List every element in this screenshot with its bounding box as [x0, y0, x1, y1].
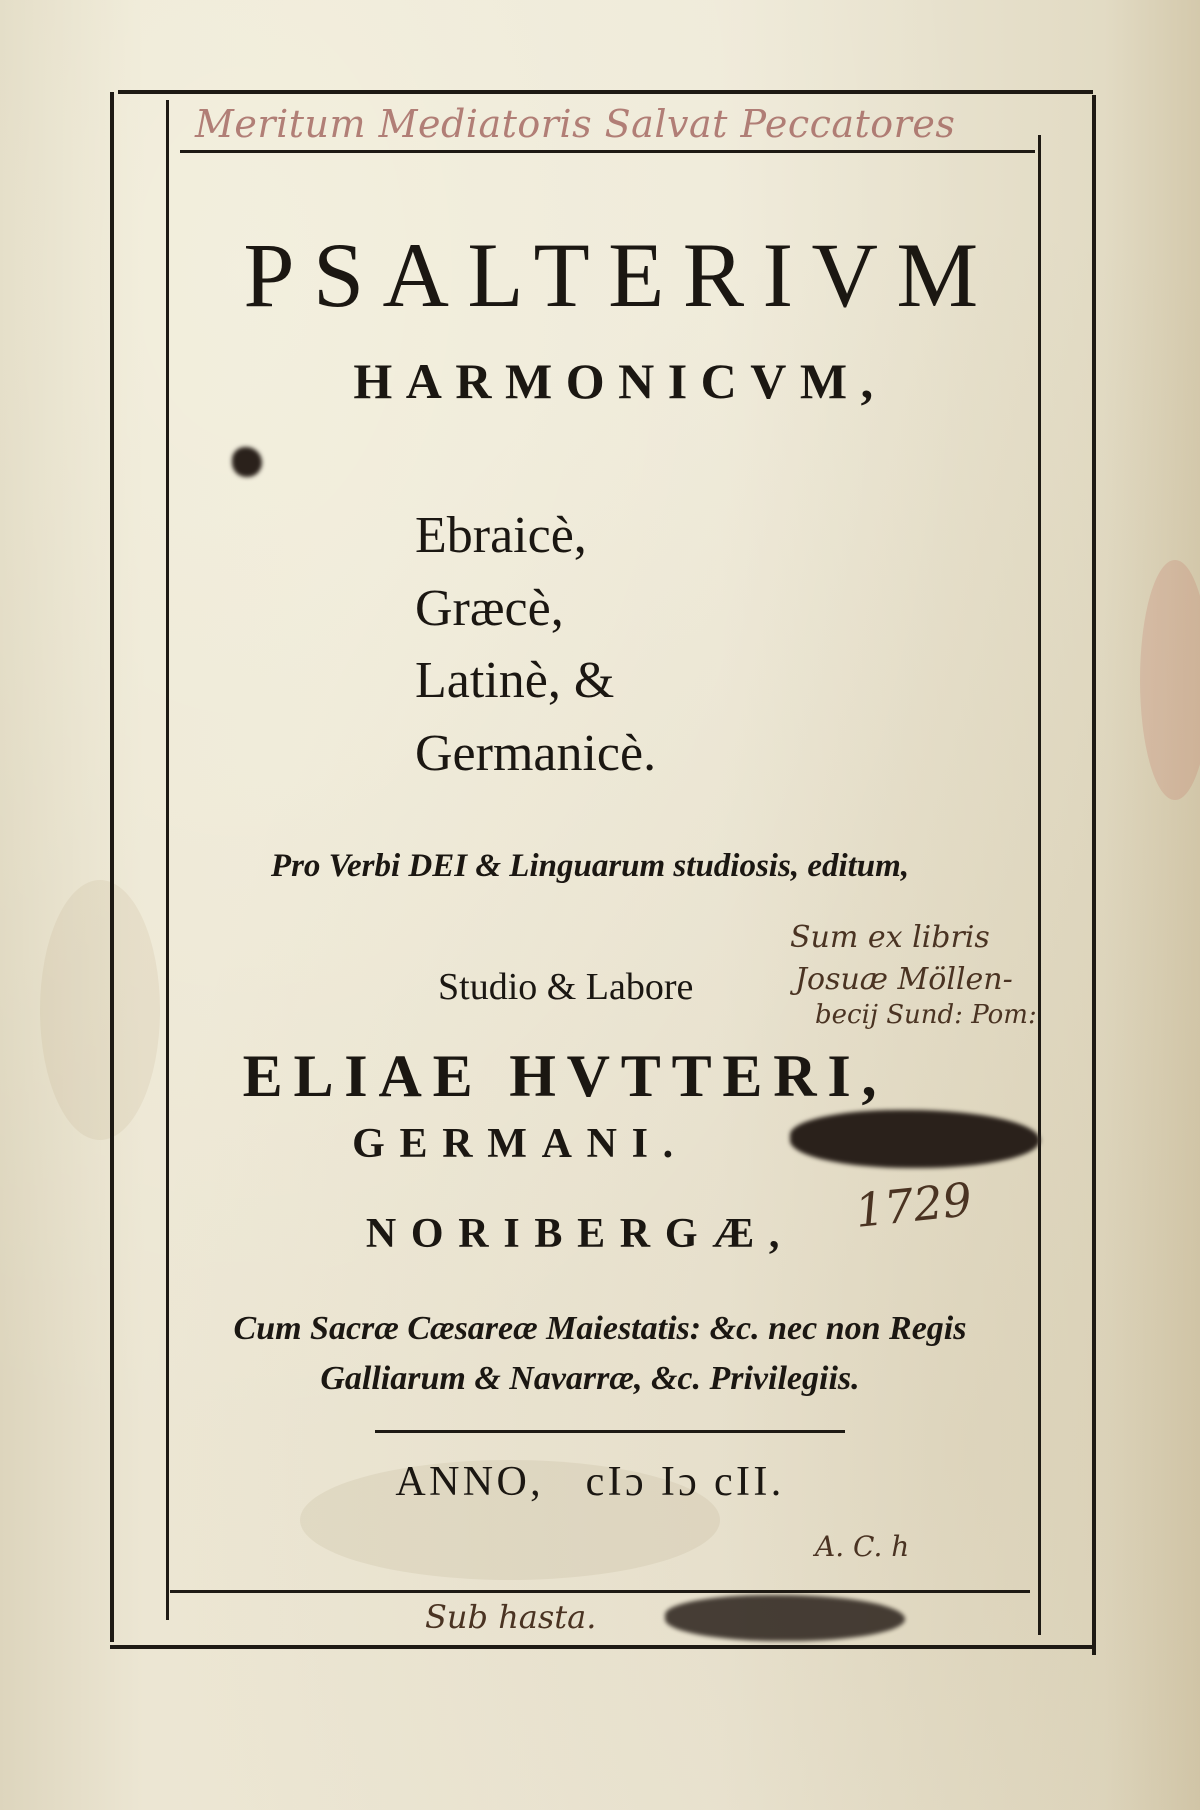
privilege-line-1: Cum Sacræ Cæsareæ Maiestatis: &c. nec non Regis — [233, 1310, 967, 1347]
language-german: Germanicè. — [415, 725, 657, 782]
ownership-note-line2: Josuæ Möllen- — [795, 962, 1013, 997]
book-title: PSALTERIVM — [243, 224, 997, 326]
handwritten-date: 1729 — [852, 1172, 975, 1238]
handwritten-note-bottom: Sub hasta. — [425, 1598, 597, 1636]
frame-top-inner — [180, 150, 1035, 153]
imprint-place: NORIBERGÆ, — [365, 1211, 795, 1257]
author-name: ELIAE HVTTERI, — [242, 1043, 888, 1109]
language-hebrew: Ebraicè, — [415, 507, 587, 564]
by-line: Studio & Labore — [438, 966, 694, 1008]
frame-bottom-inner — [170, 1590, 1030, 1593]
ink-blot — [232, 447, 262, 477]
year-rule — [375, 1430, 845, 1433]
privilege-line-2: Galliarum & Navarræ, &c. Privilegiis. — [320, 1360, 860, 1397]
frame-bottom-outer — [110, 1645, 1095, 1649]
imprint-year: ANNO, cIɔ Iɔ cII. — [395, 1459, 785, 1505]
ownership-note-line3: becij Sund: Pom: — [815, 1000, 1037, 1030]
book-subtitle: HARMONICVM, — [353, 353, 887, 409]
ink-smudge-bottom — [665, 1595, 905, 1641]
author-origin: GERMANI. — [352, 1121, 688, 1167]
top-inscription: Meritum Mediatoris Salvat Peccatores — [195, 102, 956, 146]
paper-stain — [1140, 560, 1200, 800]
ink-smudge — [790, 1110, 1040, 1168]
dedication-line: Pro Verbi DEI & Linguarum studiosis, editum, — [270, 848, 910, 884]
language-greek: Græcè, — [415, 580, 564, 637]
language-latin: Latinè, & — [415, 652, 615, 709]
frame-top-outer — [118, 90, 1093, 94]
ownership-note-line1: Sum ex libris — [790, 920, 990, 955]
handwritten-mark: A. C. h — [815, 1530, 910, 1563]
